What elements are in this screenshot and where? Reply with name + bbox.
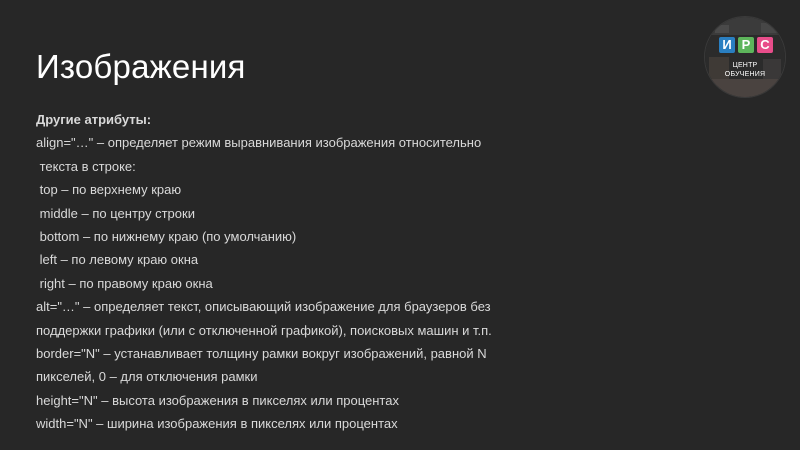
logo-background-icon [705,17,785,97]
logo-letter-3: С [757,37,773,53]
logo-caption [705,61,785,79]
logo-caption-line-1: ЦЕНТР [732,62,758,69]
body-line-top: top – по верхнему краю [36,182,182,198]
body-line-left: left – по левому краю окна [36,252,199,268]
body-line-alt: alt="…" – определяет текст, описывающий изображение для браузеров без [36,299,491,315]
slide-body [36,108,636,435]
logo-letters [719,37,773,53]
body-line-heading: Другие атрибуты: [36,112,152,127]
body-line-alt-continued: поддержки графики (или с отключенной графикой), поисковых машин и т.п. [36,322,492,338]
body-line-width: width="N" – ширина изображения в пикселях или процентах [36,416,398,432]
logo-letter-1: И [719,37,735,53]
logo [705,17,785,97]
body-line-align: align="…" – определяет режим выравнивания изображения относительно [36,135,482,151]
logo-caption-line-2: ОБУЧЕНИЯ [724,71,766,78]
slide-title: Изображения [36,48,246,85]
body-line-align-continued: текста в строке: [36,158,136,174]
body-line-border-continued: пикселей, 0 – для отключения рамки [36,369,258,385]
body-line-border: border="N" – устанавливает толщину рамки вокруг изображений, равной N [36,345,487,361]
body-line-bottom: bottom – по нижнему краю (по умолчанию) [36,228,297,244]
body-line-height: height="N" – высота изображения в пикселях или процентах [36,392,399,408]
body-line-right: right – по правому краю окна [36,275,213,291]
logo-letter-2: Р [738,37,754,53]
body-line-middle: middle – по центру строки [36,205,195,221]
